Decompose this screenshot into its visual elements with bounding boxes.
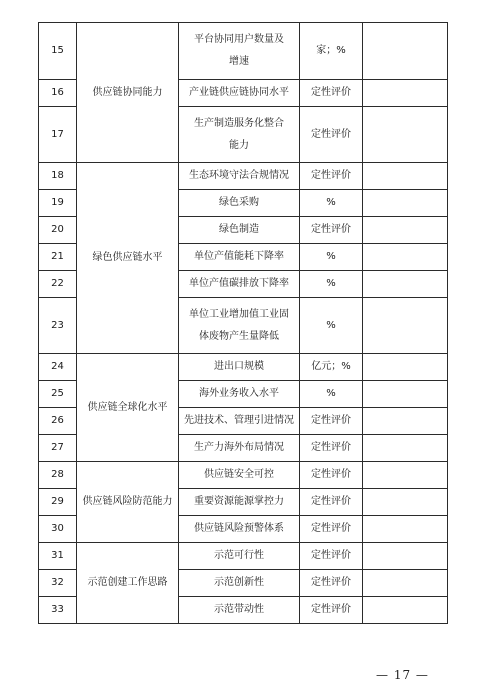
indicator-name: 单位产值碳排放下降率 (179, 271, 300, 298)
table-row (39, 462, 448, 489)
unit-cell: 定性评价 (300, 462, 363, 489)
unit-cell: % (300, 190, 363, 217)
unit-cell: 亿元；% (300, 354, 363, 381)
empty-cell (363, 354, 448, 381)
unit-cell: 定性评价 (300, 217, 363, 244)
empty-cell (363, 408, 448, 435)
empty-cell (363, 597, 448, 624)
row-number: 17 (39, 107, 77, 163)
empty-cell (363, 435, 448, 462)
unit-cell: 定性评价 (300, 80, 363, 107)
empty-cell (363, 271, 448, 298)
indicator-table (38, 22, 448, 624)
unit-cell: % (300, 381, 363, 408)
indicator-name: 供应链安全可控 (179, 462, 300, 489)
indicator-name: 生产力海外布局情况 (179, 435, 300, 462)
row-number: 15 (39, 23, 77, 80)
unit-cell: 定性评价 (300, 597, 363, 624)
unit-cell: 定性评价 (300, 408, 363, 435)
indicator-name: 先进技术、管理引进情况 (179, 408, 300, 435)
page-number: — 17 — (376, 668, 429, 682)
category-cell: 供应链协同能力 (77, 23, 179, 163)
row-number: 25 (39, 381, 77, 408)
empty-cell (363, 298, 448, 354)
row-number: 31 (39, 543, 77, 570)
empty-cell (363, 516, 448, 543)
empty-cell (363, 217, 448, 244)
indicator-name: 绿色采购 (179, 190, 300, 217)
empty-cell (363, 23, 448, 80)
indicator-name: 绿色制造 (179, 217, 300, 244)
row-number: 33 (39, 597, 77, 624)
indicator-name: 重要资源能源掌控力 (179, 489, 300, 516)
empty-cell (363, 190, 448, 217)
unit-cell: 定性评价 (300, 435, 363, 462)
indicator-name: 示范可行性 (179, 543, 300, 570)
empty-cell (363, 107, 448, 163)
row-number: 20 (39, 217, 77, 244)
indicator-name: 进出口规模 (179, 354, 300, 381)
row-number: 32 (39, 570, 77, 597)
empty-cell (363, 489, 448, 516)
row-number: 16 (39, 80, 77, 107)
unit-cell: 定性评价 (300, 107, 363, 163)
row-number: 28 (39, 462, 77, 489)
unit-cell: 定性评价 (300, 570, 363, 597)
row-number: 29 (39, 489, 77, 516)
table-row (39, 163, 448, 190)
empty-cell (363, 462, 448, 489)
unit-cell: 定性评价 (300, 163, 363, 190)
unit-cell: 定性评价 (300, 543, 363, 570)
empty-cell (363, 543, 448, 570)
unit-cell: % (300, 298, 363, 354)
row-number: 24 (39, 354, 77, 381)
table-row (39, 543, 448, 570)
category-cell: 绿色供应链水平 (77, 163, 179, 354)
row-number: 27 (39, 435, 77, 462)
empty-cell (363, 163, 448, 190)
unit-cell: 家；% (300, 23, 363, 80)
unit-cell: 定性评价 (300, 516, 363, 543)
indicator-name: 海外业务收入水平 (179, 381, 300, 408)
empty-cell (363, 80, 448, 107)
category-cell: 供应链全球化水平 (77, 354, 179, 462)
category-cell: 供应链风险防范能力 (77, 462, 179, 543)
row-number: 30 (39, 516, 77, 543)
row-number: 22 (39, 271, 77, 298)
table-row (39, 23, 448, 80)
row-number: 19 (39, 190, 77, 217)
row-number: 21 (39, 244, 77, 271)
indicator-name: 生产制造服务化整合能力 (179, 107, 300, 163)
category-cell: 示范创建工作思路 (77, 543, 179, 624)
row-number: 23 (39, 298, 77, 354)
indicator-name: 产业链供应链协同水平 (179, 80, 300, 107)
empty-cell (363, 244, 448, 271)
row-number: 26 (39, 408, 77, 435)
unit-cell: % (300, 244, 363, 271)
indicator-name: 供应链风险预警体系 (179, 516, 300, 543)
unit-cell: 定性评价 (300, 489, 363, 516)
row-number: 18 (39, 163, 77, 190)
indicator-name: 平台协同用户数量及增速 (179, 23, 300, 80)
unit-cell: % (300, 271, 363, 298)
empty-cell (363, 381, 448, 408)
indicator-name: 单位产值能耗下降率 (179, 244, 300, 271)
indicator-name: 示范带动性 (179, 597, 300, 624)
indicator-name: 生态环境守法合规情况 (179, 163, 300, 190)
empty-cell (363, 570, 448, 597)
indicator-name: 单位工业增加值工业固体废物产生量降低 (179, 298, 300, 354)
indicator-name: 示范创新性 (179, 570, 300, 597)
table-row (39, 354, 448, 381)
